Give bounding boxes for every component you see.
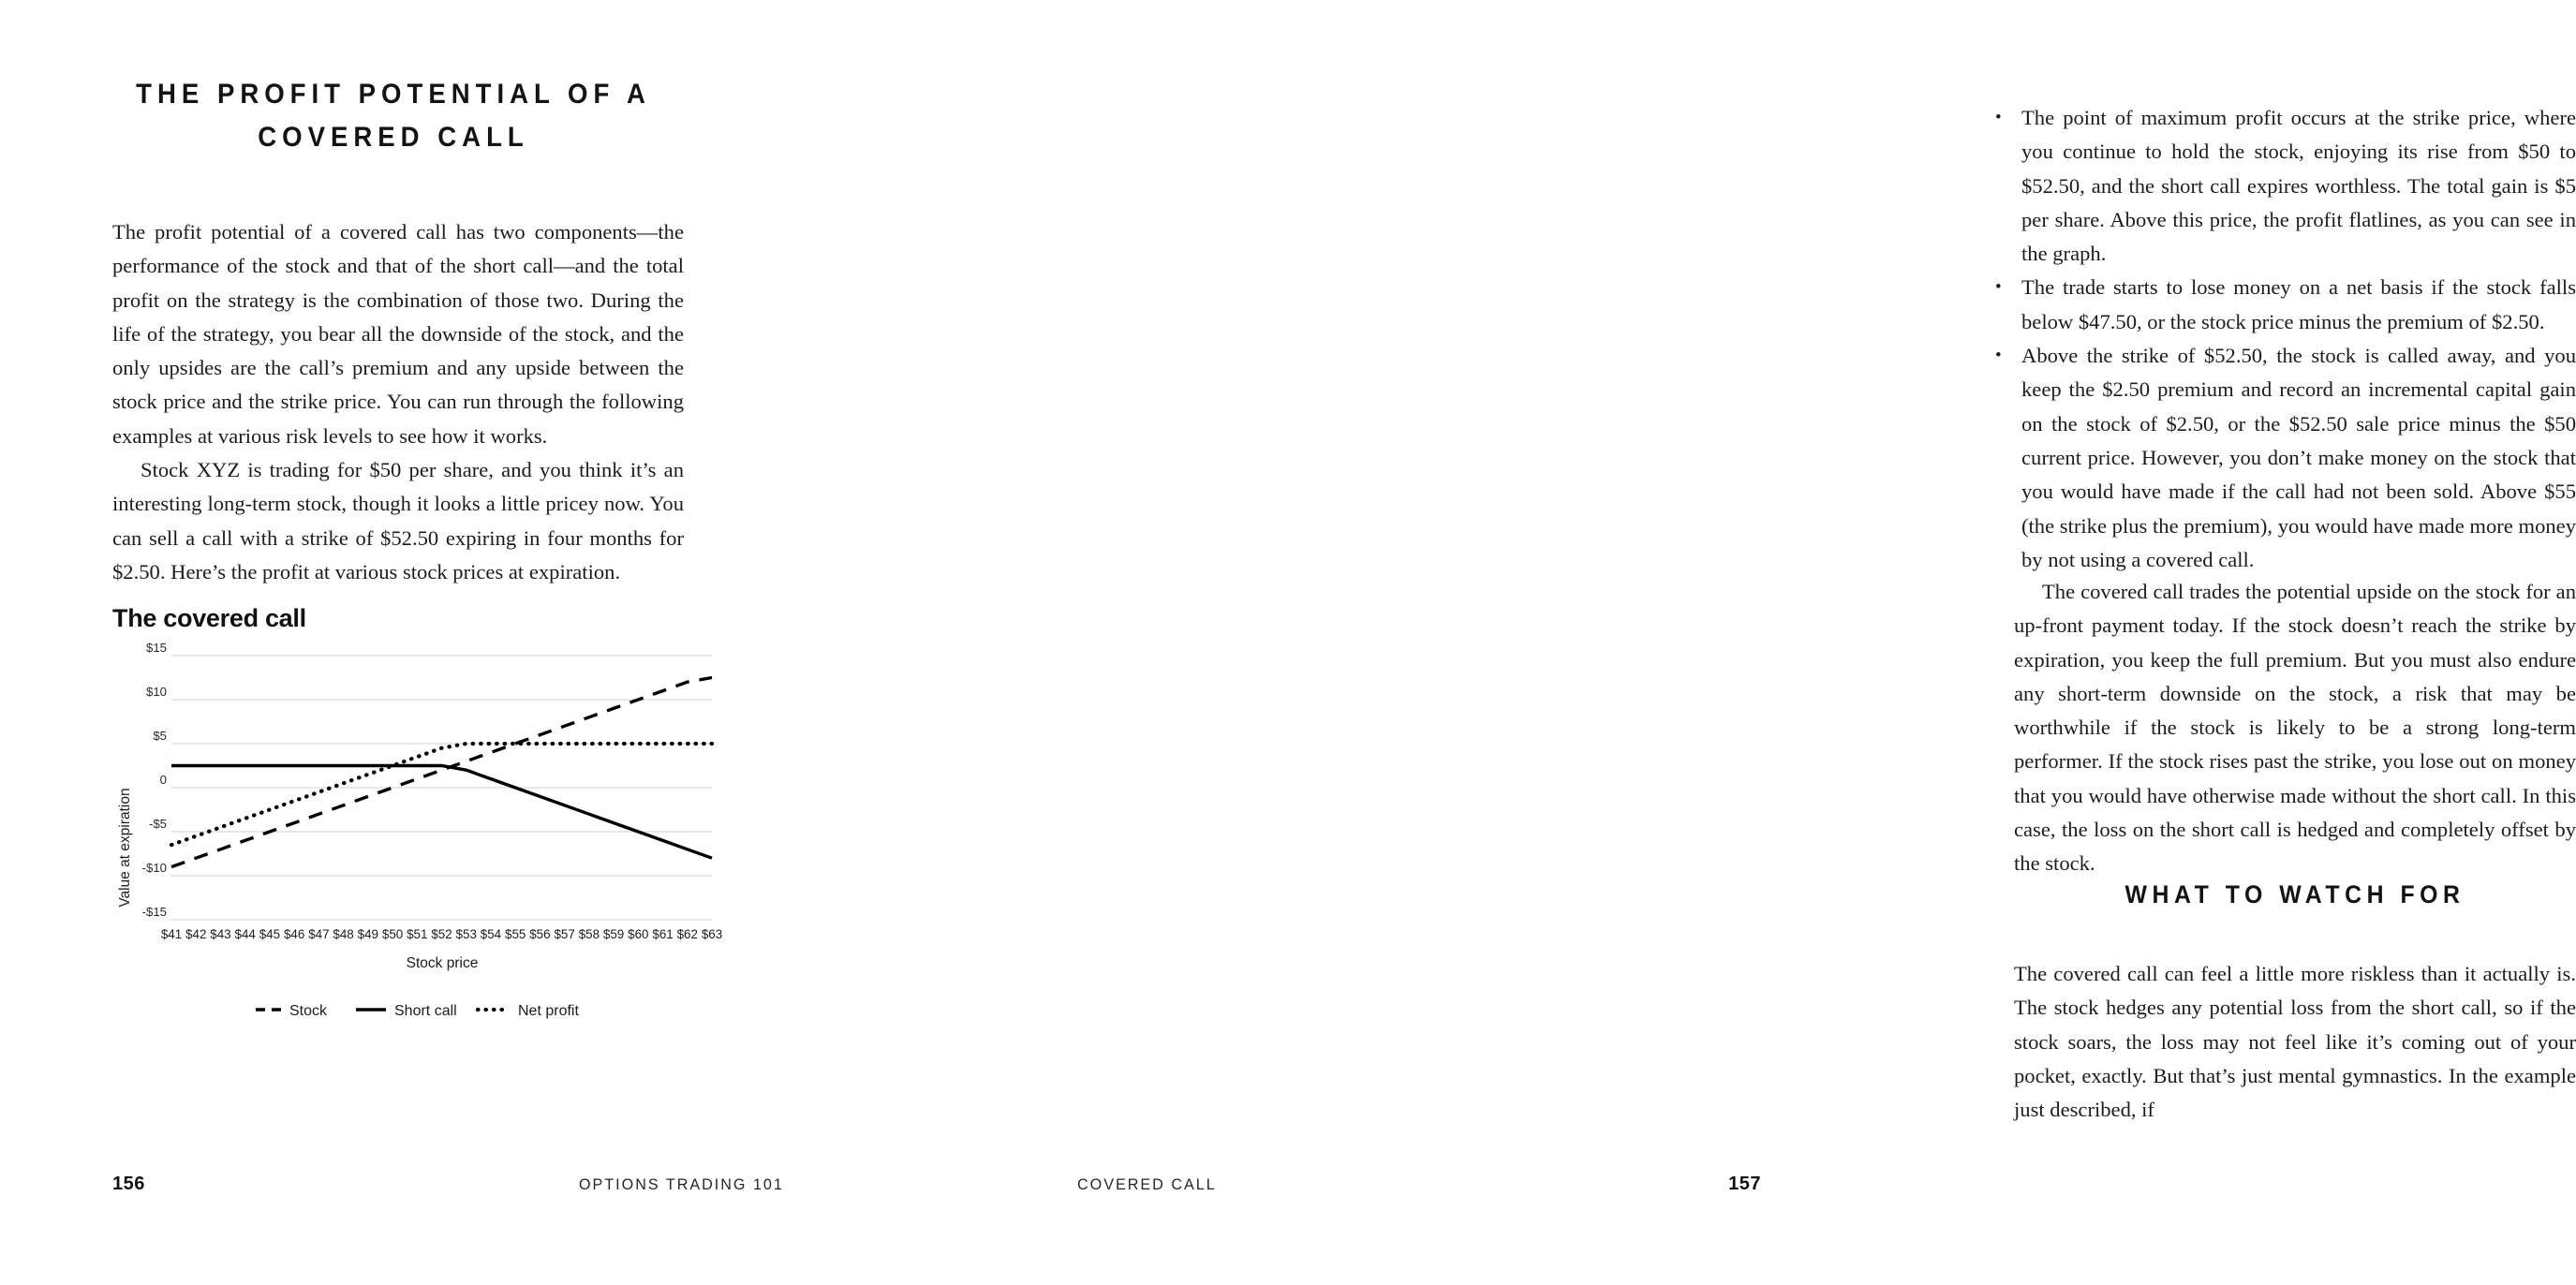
paragraph-example: Stock XYZ is trading for $50 per share, and you think it’s an interesting long-term stock, though it looks a little pricey now. You can sell a call with a strike of $52.50 expiring in four months for $2.50. Here’s the profit at various stock prices at expiration. [112, 458, 684, 583]
y-tick-10: $10 [145, 685, 167, 699]
folio-left: 156 [112, 1174, 145, 1194]
legend-label-short-call: Short call [394, 1003, 457, 1019]
y-tick-neg10: -$10 [141, 861, 167, 875]
paragraph-covered-call-tradeoff: The covered call trades the potential upside on the stock for an up-front payment today. If the stock doesn’t reach the strike by expiration, you keep the full premium. But you must also endure any short-term downside on the stock, a risk that may be worthwhile if the stock is likely to be a strong long-term performer. If the stock rises past the strike, you lose out on money that you would have otherwise made without the short call. In this case, the loss on the short call is hedged and completely offset by the stock. [2014, 580, 2576, 876]
chapter-heading [112, 73, 674, 158]
covered-call-chart [112, 641, 749, 1040]
x-axis-title: Stock price [406, 955, 479, 971]
running-head-right: COVERED CALL [1077, 1175, 1217, 1193]
right-page [937, 0, 2576, 1285]
chapter-title-line-1: THE PROFIT POTENTIAL OF A [136, 79, 651, 110]
list-item [1986, 101, 2576, 271]
closing-text [2014, 957, 2576, 1127]
x-tick-49: $49 [357, 927, 378, 941]
y-tick-15: $15 [145, 641, 167, 655]
series-line-short-call [171, 766, 712, 859]
series-line-stock [171, 678, 712, 867]
y-tick-neg15: -$15 [141, 905, 167, 919]
x-tick-59: $59 [602, 927, 625, 941]
x-tick-47: $47 [308, 927, 330, 941]
x-tick-42: $42 [185, 927, 207, 941]
chart-series [171, 678, 712, 867]
bullet-text: Above the strike of $52.50, the stock is called away, and you keep the $2.50 premium and record an incremental capital gain on the stock of $2.50, or the $52.50 sale price minus the $50 current price. However, you don’t make money on the stock that you would have made if the call had not been sold. Above $55 (the strike plus the premium), you would have made more money by not using a covered call. [2021, 344, 2576, 571]
x-tick-60: $60 [628, 927, 649, 941]
left-page [0, 0, 937, 1285]
x-tick-43: $43 [210, 927, 231, 941]
legend-label-stock: Stock [289, 1003, 328, 1019]
right-body-text [2014, 575, 2576, 881]
x-tick-55: $55 [505, 927, 526, 941]
running-head-left: OPTIONS TRADING 101 [579, 1175, 784, 1193]
x-tick-52: $52 [431, 927, 452, 941]
bullet-text: The trade starts to lose money on a net basis if the stock falls below $47.50, or the stock price minus the premium of $2.50. [2021, 275, 2576, 333]
bullet-dot-icon: • [1995, 346, 2002, 366]
legend-label-net-profit: Net profit [518, 1003, 579, 1019]
what-to-watch-for-heading [2014, 880, 2576, 909]
x-tick-57: $57 [554, 927, 575, 941]
x-tick-62: $62 [676, 927, 698, 941]
x-tick-58: $58 [578, 927, 600, 941]
chart-gridlines [171, 656, 712, 920]
list-item [1986, 339, 2576, 577]
figure-title: The covered call [112, 604, 306, 632]
x-tick-50: $50 [381, 927, 404, 941]
paragraph-intro: The profit potential of a covered call has two components—the performance of the stock and that of the short call—and the total profit on the strategy is the combination of those two. During the life of the strategy, you bear all the downside of the stock, and the only upsides are the call’s premium and any upside between the stock price and the strike price. You can run through the following examples at various risk levels to see how it works. [112, 220, 684, 448]
x-tick-56: $56 [529, 927, 551, 941]
x-tick-41: $41 [160, 927, 183, 941]
chart-svg [112, 641, 749, 1040]
y-tick-0: 0 [159, 773, 167, 787]
bullet-list [1986, 101, 2576, 577]
x-tick-48: $48 [333, 927, 354, 941]
bullet-dot-icon: • [1995, 108, 2002, 127]
x-tick-45: $45 [259, 927, 281, 941]
x-tick-61: $61 [652, 927, 674, 941]
chapter-title-line-2: COVERED CALL [258, 121, 529, 153]
folio-right: 157 [1728, 1174, 1761, 1194]
chart-legend [256, 1003, 579, 1019]
paragraph-closing: The covered call can feel a little more riskless than it actually is. The stock hedges any potential loss from the short call, so if the stock soars, the loss may not feel like it’s coming out of your pocket, exactly. But that’s just mental gymnastics. In the example just described, if [2014, 962, 2576, 1122]
y-tick-neg5: -$5 [148, 817, 167, 831]
x-tick-51: $51 [407, 927, 428, 941]
chart-x-axis-labels [161, 927, 722, 941]
bullet-text: The point of maximum profit occurs at the strike price, where you continue to hold the stock, enjoying its rise from $50 to $52.50, and the short call expires worthless. The total gain is $5 per share. Above this price, the profit flatlines, as you can see in the graph. [2021, 106, 2576, 266]
section-heading-text: WHAT TO WATCH FOR [2124, 880, 2465, 908]
bullet-dot-icon: • [1995, 277, 2002, 298]
left-body-text [112, 215, 684, 589]
x-tick-53: $53 [455, 927, 477, 941]
y-tick-5: $5 [153, 729, 167, 743]
x-tick-54: $54 [480, 927, 502, 941]
x-tick-44: $44 [234, 927, 256, 941]
chart-y-axis-labels [142, 641, 167, 919]
y-axis-title: Value at expiration [117, 788, 133, 908]
x-tick-63: $63 [701, 927, 723, 941]
list-item [1986, 271, 2576, 339]
x-tick-46: $46 [283, 927, 305, 941]
